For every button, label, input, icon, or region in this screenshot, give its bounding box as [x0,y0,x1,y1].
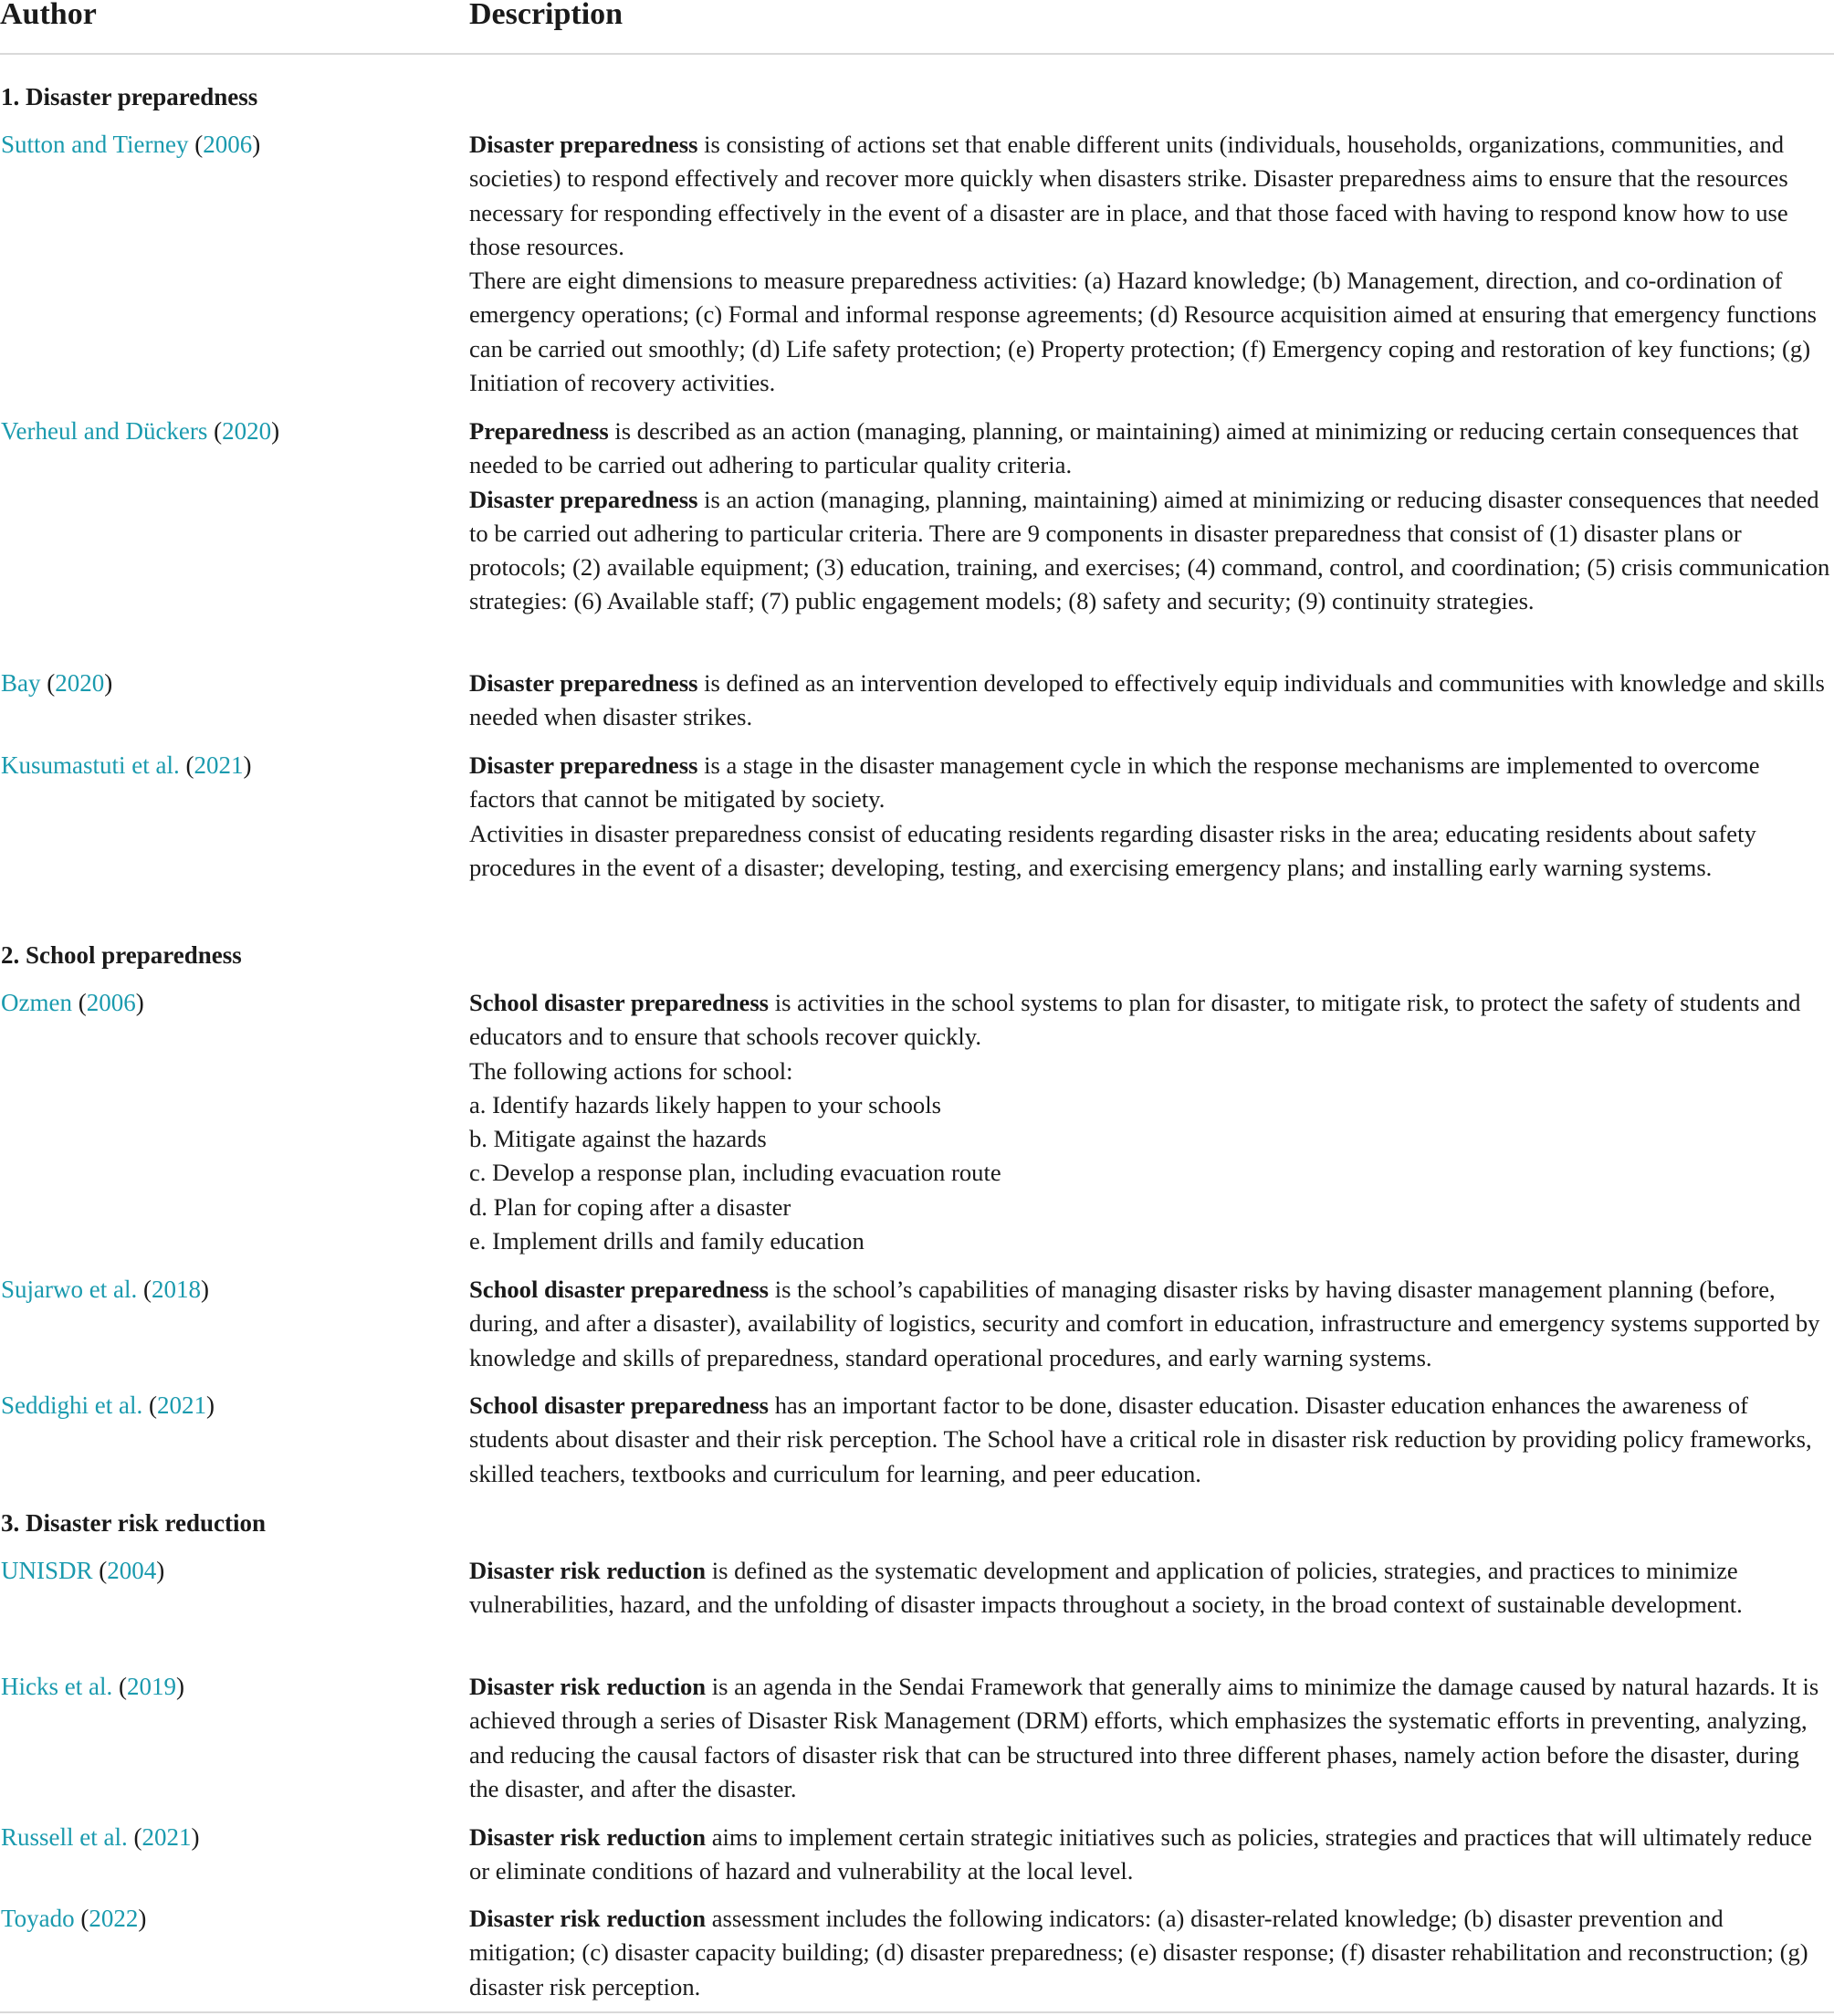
author-cell [1,1554,164,1588]
year-link[interactable]: 2021 [141,1823,192,1851]
year-link[interactable]: 2020 [55,669,105,697]
description-paragraph [469,1224,1831,1258]
author-link[interactable]: Seddighi et al. [1,1391,143,1419]
description-paragraph [469,1122,1831,1156]
paren-close: ) [175,1673,184,1700]
description-text: The following actions for school: [469,1056,793,1085]
description-paragraph [469,1389,1831,1491]
year-link[interactable]: 2021 [194,751,244,779]
author-link[interactable]: Bay [1,669,41,697]
paren-open: ( [47,669,56,697]
paren-close: ) [191,1823,200,1851]
year-link[interactable]: 2019 [126,1673,176,1700]
description-text: c. Develop a response plan, including evacuation route [469,1159,1001,1187]
description-text: d. Plan for coping after a disaster [469,1192,791,1221]
author-cell [1,667,112,700]
description-paragraph [469,483,1831,619]
author-link[interactable]: Russell et al. [1,1823,128,1851]
paren-open: ( [194,131,204,158]
description-paragraph [469,1554,1831,1622]
description-text: aims to implement certain strategic initiatives such as policies, strategies and practices that will ultimately reduce or eliminate conditions of hazard and vulnerability at the local level. [469,1823,1812,1885]
description-text: There are eight dimensions to measure preparedness activities: (a) Hazard knowledge; (b) Management, direction, and co-ordination of emergency operations; (c) Formal and informal response agreements; (d) Resource acquisition aimed at ensuring that emergency functions can be carried out smoothly; (d) Life safety protection; (e) Property protection; (f) Emergency coping and restoration of key functions; (g) Initiation of recovery activities. [469,267,1817,397]
paren-close: ) [156,1557,165,1584]
description-text: is an action (managing, planning, maintaining) aimed at minimizing or reducing disaster consequences that needed to be carried out adhering to particular criteria. There are 9 components in disaster preparedness that consist of (1) disaster plans or protocols; (2) available equipment; (3) education, training, and exercises; (4) command, control, and coordination; (5) crisis communication strategies: (6) Available staff; (7) public engagement models; (8) safety and security; (9) continuity strategies. [469,485,1830,615]
author-link[interactable]: Sujarwo et al. [1,1276,138,1303]
author-link[interactable]: Kusumastuti et al. [1,751,180,779]
table-bottom-rule [0,2011,1834,2013]
paren-open: ( [148,1391,157,1419]
key-term: Disaster preparedness [469,131,698,158]
author-cell [1,1902,146,1936]
paren-open: ( [80,1905,89,1932]
description-cell [469,1821,1831,1889]
description-cell [469,749,1831,885]
author-column-header: Author [0,0,97,31]
description-column-header: Description [469,0,624,31]
author-cell [1,1821,199,1854]
paren-open: ( [214,417,223,445]
paren-close: ) [205,1391,215,1419]
key-term: Disaster risk reduction [469,1557,707,1584]
year-link[interactable]: 2021 [156,1391,206,1419]
author-cell [1,128,260,162]
year-link[interactable]: 2020 [222,417,272,445]
description-cell [469,1554,1831,1622]
paren-open: ( [99,1557,108,1584]
author-cell [1,415,279,448]
description-text: a. Identify hazards likely happen to your schools [469,1090,941,1118]
author-cell [1,1389,215,1423]
description-paragraph [469,1156,1831,1190]
description-cell [469,1389,1831,1491]
section-title: 2. School preparedness [1,941,242,969]
description-text: is consisting of actions set that enable different units (individuals, households, organizations, communities, and societies) to respond effectively and recover more quickly when disasters strike. Disaster preparedness aims to ensure that the resources necessary for responding effectively in the event of a disaster are in place, and that those faced with having to respond know how to use those resources. [469,131,1788,260]
description-paragraph [469,1670,1831,1806]
author-link[interactable]: Ozmen [1,989,72,1016]
author-link[interactable]: Toyado [1,1905,75,1932]
description-paragraph [469,1273,1831,1375]
author-link[interactable]: UNISDR [1,1557,93,1584]
description-paragraph [469,415,1831,483]
key-term: Disaster risk reduction [469,1905,707,1932]
key-term: Preparedness [469,417,609,445]
paren-open: ( [78,989,87,1016]
paren-close: ) [138,1905,147,1932]
author-cell [1,1670,184,1704]
paren-open: ( [133,1823,142,1851]
key-term: Disaster preparedness [469,751,698,779]
description-text: assessment includes the following indicators: (a) disaster-related knowledge; (b) disaster prevention and mitigation; (c) disaster capacity building; (d) disaster preparedness; (e) disaster response; (f) disaster rehabilitation and reconstruction; (g) disaster risk perception. [469,1905,1808,2000]
key-term: School disaster preparedness [469,1391,770,1419]
year-link[interactable]: 2004 [107,1557,157,1584]
key-term: School disaster preparedness [469,989,770,1016]
key-term: Disaster risk reduction [469,1673,707,1700]
key-term: Disaster preparedness [469,669,698,697]
description-text: is a stage in the disaster management cycle in which the response mechanisms are implemented to overcome factors that cannot be mitigated by society. [469,751,1760,814]
description-cell [469,1902,1831,2004]
key-term: Disaster preparedness [469,485,698,513]
description-text: is the school’s capabilities of managing disaster risks by having disaster management planning (before, during, and after a disaster), availability of logistics, security and comfort in education, infrastructure and emergency systems supported by knowledge and skills of preparedness, standard operational procedures, and early warning systems. [469,1276,1820,1371]
paren-close: ) [135,989,144,1016]
paren-close: ) [271,417,280,445]
description-paragraph [469,986,1831,1055]
author-link[interactable]: Sutton and Tierney [1,131,189,158]
description-text: is described as an action (managing, planning, or maintaining) aimed at minimizing or reducing certain consequences that needed to be carried out adhering to particular quality criteria. [469,417,1799,479]
description-cell [469,1273,1831,1375]
paren-open: ( [185,751,194,779]
author-cell [1,749,251,782]
paren-close: ) [243,751,252,779]
author-cell [1,986,144,1020]
description-paragraph [469,667,1831,735]
description-paragraph [469,1055,1831,1088]
section-title: 1. Disaster preparedness [1,83,258,110]
description-paragraph [469,264,1831,400]
description-paragraph [469,1821,1831,1889]
year-link[interactable]: 2006 [86,989,136,1016]
table-header [0,0,1834,55]
description-paragraph [469,1088,1831,1122]
description-cell [469,128,1831,400]
paren-open: ( [142,1276,152,1303]
description-text: is an agenda in the Sendai Framework that generally aims to minimize the damage caused by natural hazards. It is achieved through a series of Disaster Risk Management (DRM) efforts, which emphasizes the systematic efforts in preventing, analyzing, and reducing the causal factors of disaster risk that can be structured into three different phases, namely action before the disaster, during the disaster, and after the disaster. [469,1673,1819,1802]
key-term: Disaster risk reduction [469,1823,707,1851]
paren-close: ) [104,669,113,697]
description-cell [469,1670,1831,1806]
description-text: is defined as the systematic development and application of policies, strategies, and practices to minimize vulnerabilities, hazard, and the unfolding of disaster impacts throughout a society, in the broad context of sustainable development. [469,1557,1743,1619]
description-cell [469,415,1831,619]
year-link[interactable]: 2006 [203,131,253,158]
description-paragraph [469,1191,1831,1224]
description-text: has an important factor to be done, disaster education. Disaster education enhances the awareness of students about disaster and their risk perception. The School have a critical role in disaster risk reduction by providing policy frameworks, skilled teachers, textbooks and curriculum for learning, and peer education. [469,1391,1812,1487]
description-text: e. Implement drills and family education [469,1227,865,1255]
description-paragraph [469,1902,1831,2004]
description-text: is defined as an intervention developed to effectively equip individuals and communities with knowledge and skills needed when disaster strikes. [469,669,1825,731]
description-text: Activities in disaster preparedness consist of educating residents regarding disaster risks in the area; educating residents about safety procedures in the event of a disaster; developing, testing, and exercising emergency plans; and installing early warning systems. [469,819,1756,881]
description-paragraph [469,749,1831,817]
section-title: 3. Disaster risk reduction [1,1509,266,1537]
description-cell [469,986,1831,1258]
description-paragraph [469,817,1831,886]
year-link[interactable]: 2022 [89,1905,139,1932]
paren-close: ) [252,131,261,158]
description-text: is activities in the school systems to plan for disaster, to mitigate risk, to protect the safety of students and educators and to ensure that schools recover quickly. [469,989,1801,1051]
paren-close: ) [200,1276,209,1303]
author-link[interactable]: Hicks et al. [1,1673,113,1700]
year-link[interactable]: 2018 [151,1276,201,1303]
author-link[interactable]: Verheul and Dückers [1,417,208,445]
paren-open: ( [118,1673,127,1700]
key-term: School disaster preparedness [469,1276,770,1303]
description-paragraph [469,128,1831,264]
description-cell [469,667,1831,735]
description-text: b. Mitigate against the hazards [469,1125,767,1153]
author-cell [1,1273,209,1307]
